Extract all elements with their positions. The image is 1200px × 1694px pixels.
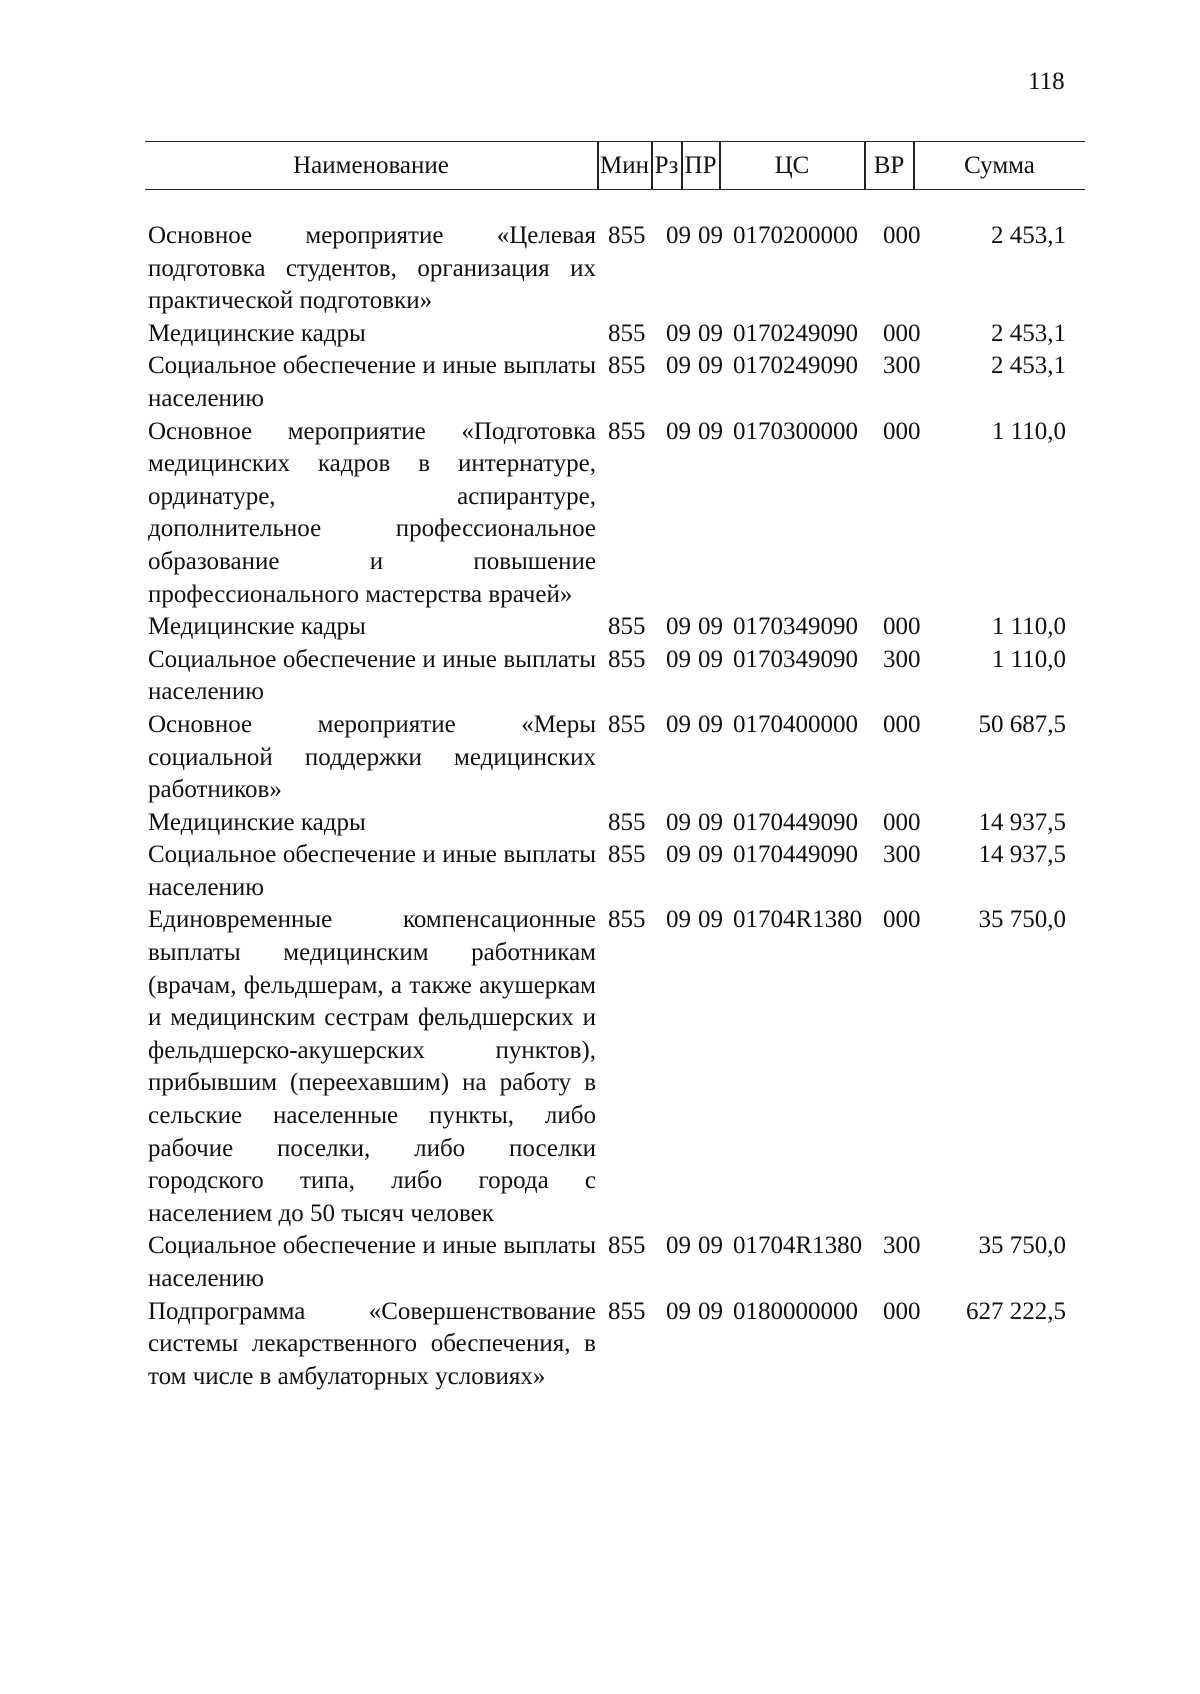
row-pr: 09 bbox=[698, 1232, 723, 1260]
row-sum: 14 937,5 bbox=[978, 841, 1066, 869]
row-pr: 09 bbox=[698, 417, 723, 445]
row-pr: 09 bbox=[698, 352, 723, 380]
table-row bbox=[148, 1230, 1088, 1295]
row-sum: 2 453,1 bbox=[991, 319, 1066, 347]
row-min: 855 bbox=[608, 906, 646, 934]
row-rz: 09 bbox=[666, 1297, 691, 1325]
row-cs: 01704R1380 bbox=[733, 906, 863, 934]
row-min: 855 bbox=[608, 352, 646, 380]
row-min: 855 bbox=[608, 417, 646, 445]
row-rz: 09 bbox=[666, 352, 691, 380]
row-rz: 09 bbox=[666, 841, 691, 869]
table-row bbox=[148, 416, 1088, 612]
row-sum: 627 222,5 bbox=[966, 1297, 1066, 1325]
row-min: 855 bbox=[608, 222, 646, 249]
row-pr: 09 bbox=[698, 1297, 723, 1325]
table-row bbox=[148, 807, 1088, 840]
row-name: Основное мероприятие «Целевая подготовка студентов, организация их практической подготовки» bbox=[148, 222, 596, 315]
row-name: Единовременные компенсационные выплаты медицинским работникам (врачам, фельдшерам, а также акушеркам и медицинским сестрам фельдшерских и фельдшерско-акушерских пунктов), прибывшим (переехавшим) на работу в сельские населенные пункты, либо рабочие поселки, либо поселки городского типа, либо города с населением до 50 тысяч человек bbox=[148, 906, 596, 1227]
row-name: Социальное обеспечение и иные выплаты населению bbox=[148, 1232, 596, 1292]
row-sum: 50 687,5 bbox=[978, 710, 1066, 738]
row-rz: 09 bbox=[666, 710, 691, 738]
row-sum: 2 453,1 bbox=[991, 352, 1066, 380]
row-name: Основное мероприятие «Меры социальной поддержки медицинских работников» bbox=[148, 710, 596, 804]
row-name: Социальное обеспечение и иные выплаты населению bbox=[148, 645, 596, 706]
row-cs: 0170400000 bbox=[733, 710, 858, 738]
row-name: Социальное обеспечение и иные выплаты населению bbox=[148, 352, 596, 412]
table-row bbox=[148, 1296, 1088, 1394]
budget-table-body bbox=[148, 220, 1088, 1393]
table-header bbox=[145, 141, 1085, 190]
row-name: Медицинские кадры bbox=[148, 319, 366, 347]
row-rz: 09 bbox=[666, 808, 691, 836]
row-rz: 09 bbox=[666, 906, 691, 934]
row-sum: 35 750,0 bbox=[978, 906, 1066, 934]
row-min: 855 bbox=[608, 808, 646, 836]
row-min: 855 bbox=[608, 1232, 646, 1260]
table-row bbox=[148, 220, 1088, 318]
row-rz: 09 bbox=[666, 417, 691, 445]
row-min: 855 bbox=[608, 645, 646, 673]
row-pr: 09 bbox=[698, 645, 723, 673]
table-row bbox=[148, 350, 1088, 415]
row-cs: 01704R1380 bbox=[733, 1232, 863, 1260]
header-name: Наименование bbox=[293, 152, 449, 179]
row-sum: 35 750,0 bbox=[978, 1232, 1066, 1260]
row-vr: 000 bbox=[883, 319, 921, 347]
row-vr: 000 bbox=[883, 222, 921, 249]
row-cs: 0170249090 bbox=[733, 352, 858, 380]
row-vr: 000 bbox=[883, 417, 921, 445]
table-row bbox=[148, 709, 1088, 807]
table-row bbox=[148, 644, 1088, 709]
row-name: Основное мероприятие «Подготовка медицинских кадров в интернатуре, ординатуре, аспирантуре, дополнительное профессиональное образование и повышение профессионального мастерства врачей» bbox=[148, 417, 596, 608]
header-cs: ЦС bbox=[774, 152, 810, 179]
row-min: 855 bbox=[608, 710, 646, 738]
row-sum: 2 453,1 bbox=[991, 222, 1066, 249]
row-pr: 09 bbox=[698, 906, 723, 934]
header-rz: Рз bbox=[654, 152, 679, 179]
row-cs: 0170200000 bbox=[733, 222, 858, 249]
row-name: Медицинские кадры bbox=[148, 613, 366, 641]
row-pr: 09 bbox=[698, 319, 723, 347]
table-row bbox=[148, 839, 1088, 904]
row-min: 855 bbox=[608, 1297, 646, 1325]
table-row bbox=[148, 611, 1088, 644]
row-name: Медицинские кадры bbox=[148, 808, 366, 836]
row-pr: 09 bbox=[698, 222, 723, 249]
row-vr: 300 bbox=[883, 352, 921, 380]
header-sum: Сумма bbox=[964, 152, 1035, 179]
row-sum: 14 937,5 bbox=[978, 808, 1066, 836]
row-cs: 0170349090 bbox=[733, 613, 858, 641]
row-vr: 000 bbox=[883, 808, 921, 836]
row-vr: 300 bbox=[883, 1232, 921, 1260]
row-vr: 000 bbox=[883, 1297, 921, 1325]
row-rz: 09 bbox=[666, 319, 691, 347]
row-vr: 300 bbox=[883, 841, 921, 869]
row-cs: 0170300000 bbox=[733, 417, 858, 445]
row-rz: 09 bbox=[666, 645, 691, 673]
table-row bbox=[148, 318, 1088, 351]
row-rz: 09 bbox=[666, 1232, 691, 1260]
page-number: 118 bbox=[1028, 68, 1065, 95]
row-rz: 09 bbox=[666, 613, 691, 641]
table-row bbox=[148, 904, 1088, 1230]
header-pr: ПР bbox=[684, 152, 717, 179]
row-cs: 0170249090 bbox=[733, 319, 858, 347]
row-rz: 09 bbox=[666, 222, 691, 249]
row-sum: 1 110,0 bbox=[991, 613, 1066, 641]
row-cs: 0170449090 bbox=[733, 841, 858, 869]
row-name: Подпрограмма «Совершенствование системы лекарственного обеспечения, в том числе в амбулаторных условиях» bbox=[148, 1297, 596, 1390]
row-name: Социальное обеспечение и иные выплаты населению bbox=[148, 841, 596, 901]
header-min: Мин bbox=[600, 152, 649, 179]
row-cs: 0170449090 bbox=[733, 808, 858, 836]
row-vr: 000 bbox=[883, 710, 921, 738]
row-cs: 0170349090 bbox=[733, 645, 858, 673]
row-min: 855 bbox=[608, 613, 646, 641]
row-min: 855 bbox=[608, 841, 646, 869]
row-pr: 09 bbox=[698, 710, 723, 738]
row-pr: 09 bbox=[698, 808, 723, 836]
row-vr: 000 bbox=[883, 613, 921, 641]
row-min: 855 bbox=[608, 319, 646, 347]
row-sum: 1 110,0 bbox=[991, 645, 1066, 673]
row-pr: 09 bbox=[698, 613, 723, 641]
row-pr: 09 bbox=[698, 841, 723, 869]
row-cs: 0180000000 bbox=[733, 1297, 858, 1325]
header-vr: ВР bbox=[873, 152, 905, 179]
row-vr: 300 bbox=[883, 645, 921, 673]
row-sum: 1 110,0 bbox=[991, 417, 1066, 445]
row-vr: 000 bbox=[883, 906, 921, 934]
